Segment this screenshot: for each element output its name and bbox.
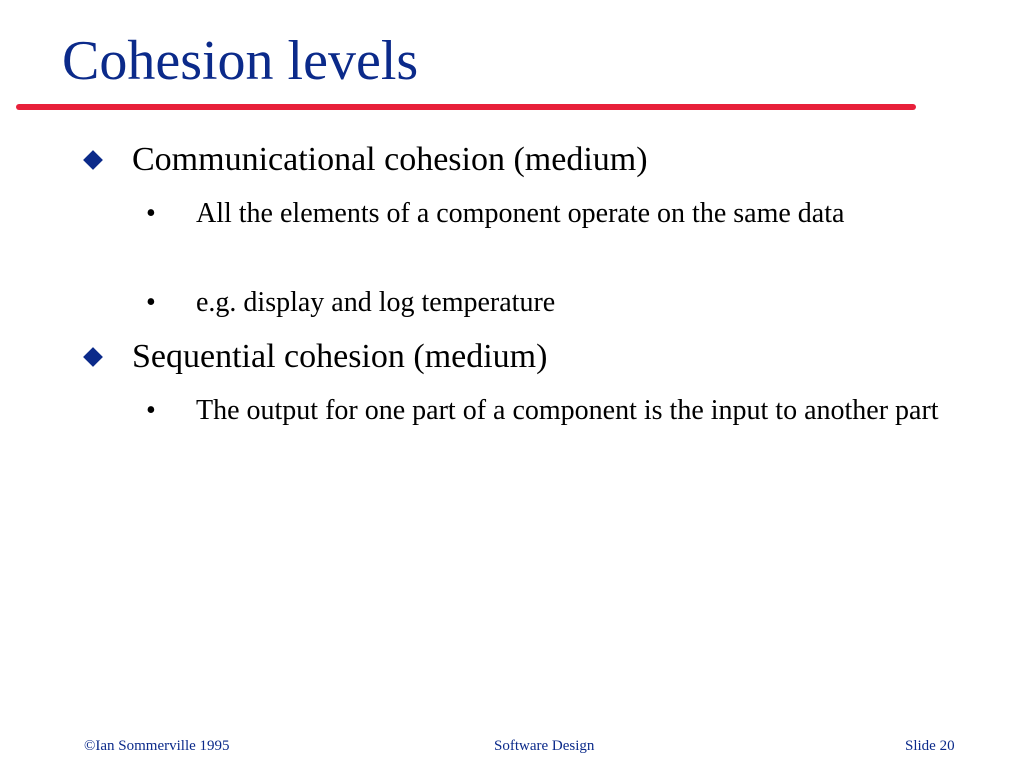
dot-bullet-icon: •	[146, 198, 156, 229]
bullet-text: Communicational cohesion (medium)	[132, 141, 648, 178]
footer-copyright: ©Ian Sommerville 1995	[84, 738, 230, 754]
diamond-bullet-icon	[83, 347, 103, 367]
slide-title: Cohesion levels	[62, 30, 419, 92]
diamond-bullet-icon	[83, 150, 103, 170]
dot-bullet-icon: •	[146, 287, 156, 318]
footer-course-title: Software Design	[494, 738, 595, 754]
sub-bullet-text: The output for one part of a component is the input to another part	[196, 395, 939, 426]
footer-slide-number: Slide 20	[905, 738, 955, 754]
dot-bullet-icon: •	[146, 395, 156, 426]
sub-bullet-text: e.g. display and log temperature	[196, 287, 556, 318]
sub-bullet-text: All the elements of a component operate on the same data	[196, 198, 845, 229]
bullet-text: Sequential cohesion (medium)	[132, 338, 548, 375]
